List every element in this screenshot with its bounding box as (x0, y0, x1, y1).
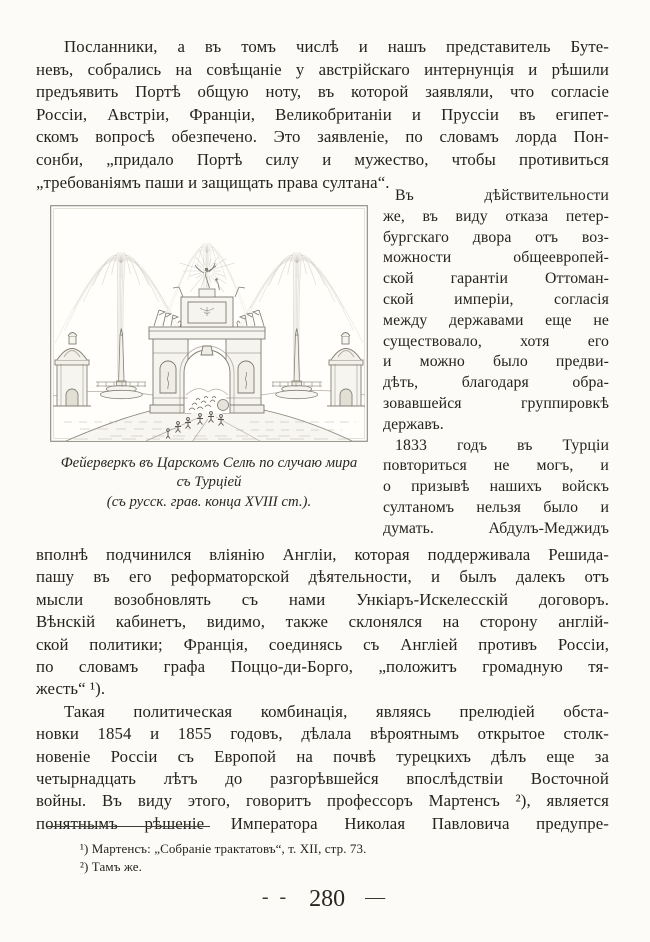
text-line: можности общеевропей- (383, 249, 609, 267)
text-line: войны. Въ виду этого, говоритъ профессоръ Мартенсъ ²), является (36, 791, 609, 811)
page-number-value: 280 (309, 886, 346, 912)
paragraph-bottom (36, 544, 609, 835)
text-line: зовавшейся группировкѣ (383, 394, 609, 412)
text-line: ской политики; Франція, соединясь съ Англіей противъ Россіи, (36, 634, 609, 654)
text-line: ¹) Мартенсъ: „Собраніе трактатовъ“, т. XII, стр. 73. (80, 841, 367, 856)
text-line: существовало, хотя его (383, 332, 609, 350)
text-line: ²) Тамъ же. (80, 858, 142, 874)
text-line: же, въ виду отказа петер- (383, 207, 609, 225)
footnotes (80, 840, 610, 875)
paragraph-right-column (383, 186, 609, 540)
text-line: четырнадцать лѣтъ до разгорѣвшейся впослѣдствіи Восточной (36, 769, 609, 789)
text-line: дѣть, благодаря обра- (383, 374, 609, 392)
text-line: предъявить Портѣ общую ноту, въ которой заявляли, что согласіе (36, 82, 609, 102)
text-line: Такая политическая комбинація, являясь прелюдіей обста- (64, 701, 609, 721)
text-line: повториться не могъ, и (383, 457, 609, 475)
text-line: о призывѣ нашихъ войскъ (383, 478, 609, 496)
text-line: скомъ вопросѣ обезпечено. Это заявленіе, по словамъ лорда Пон- (36, 127, 609, 147)
figure-caption (34, 454, 384, 512)
text-line: „требованіямъ паши и защищать права султана“. (36, 172, 390, 192)
text-line: вполнѣ подчинился вліянію Англіи, которая поддерживала Решида- (36, 545, 609, 564)
paragraph-top (36, 36, 609, 194)
text-line: новеніе Россіи съ Европой на почвѣ турецкихъ дѣлъ еще за (36, 746, 609, 766)
text-line: Въ дѣйствительности (395, 187, 609, 204)
text-line: Вѣнскій кабинетъ, видимо, также склонялся на сторону англій- (36, 612, 609, 632)
text-line: ской имперіи, согласія (383, 290, 609, 308)
caption-source: (съ русск. грав. конца XVIII ст.). (106, 494, 312, 510)
text-line: по словамъ графа Поццо-ди-Борго, „положитъ громадную тя- (36, 657, 609, 677)
text-line: пашу въ его реформаторской дѣятельности, и былъ далекъ отъ (36, 567, 609, 587)
text-line: невъ, собрались на совѣщаніе у австрійскаго интернунція и рѣшили (36, 59, 609, 79)
text-line: между державами еще не (383, 311, 609, 329)
text-line: и можно было предви- (383, 353, 609, 371)
text-line: Россіи, Австріи, Франціи, Великобританіи и Пруссіи въ египет- (36, 104, 609, 124)
page-number-left-dashes: - - (261, 886, 290, 908)
text-line: новки 1854 и 1855 годовъ, дѣлала вѣроятнымъ открытое столк- (36, 724, 609, 744)
footnote-rule (47, 826, 210, 827)
caption-line: Фейерверкъ въ Царскомъ Селѣ по случаю мира (60, 455, 358, 471)
figure-engraving (50, 205, 368, 442)
text-line: державъ. (383, 415, 444, 433)
text-line: Посланники, а въ томъ числѣ и нашъ представитель Буте- (64, 37, 609, 56)
text-line: султаномъ нельзя было и (383, 498, 609, 516)
text-line: думать. Абдулъ-Меджидъ (383, 519, 609, 537)
caption-line: съ Турціей (176, 474, 242, 490)
text-line: сонби, „придало Портѣ силу и мужество, чтобы противиться (36, 149, 609, 169)
text-line: бургскаго двора отъ воз- (383, 228, 609, 246)
text-line: ской гарантіи Оттоман- (383, 270, 609, 288)
text-line: понятнымъ рѣшеніе Императора Николая Павловича предупре- (36, 813, 609, 833)
page-number (0, 886, 650, 913)
text-line: мысли возобновлять съ нами Ункіаръ-Искелесскій договоръ. (36, 589, 609, 609)
text-line: 1833 годъ въ Турціи (395, 436, 609, 454)
page-number-right-dash: — (365, 886, 389, 908)
text-line: жесть“ ¹). (36, 679, 106, 699)
engraving-fireworks-tsarskoye-selo (50, 205, 368, 442)
